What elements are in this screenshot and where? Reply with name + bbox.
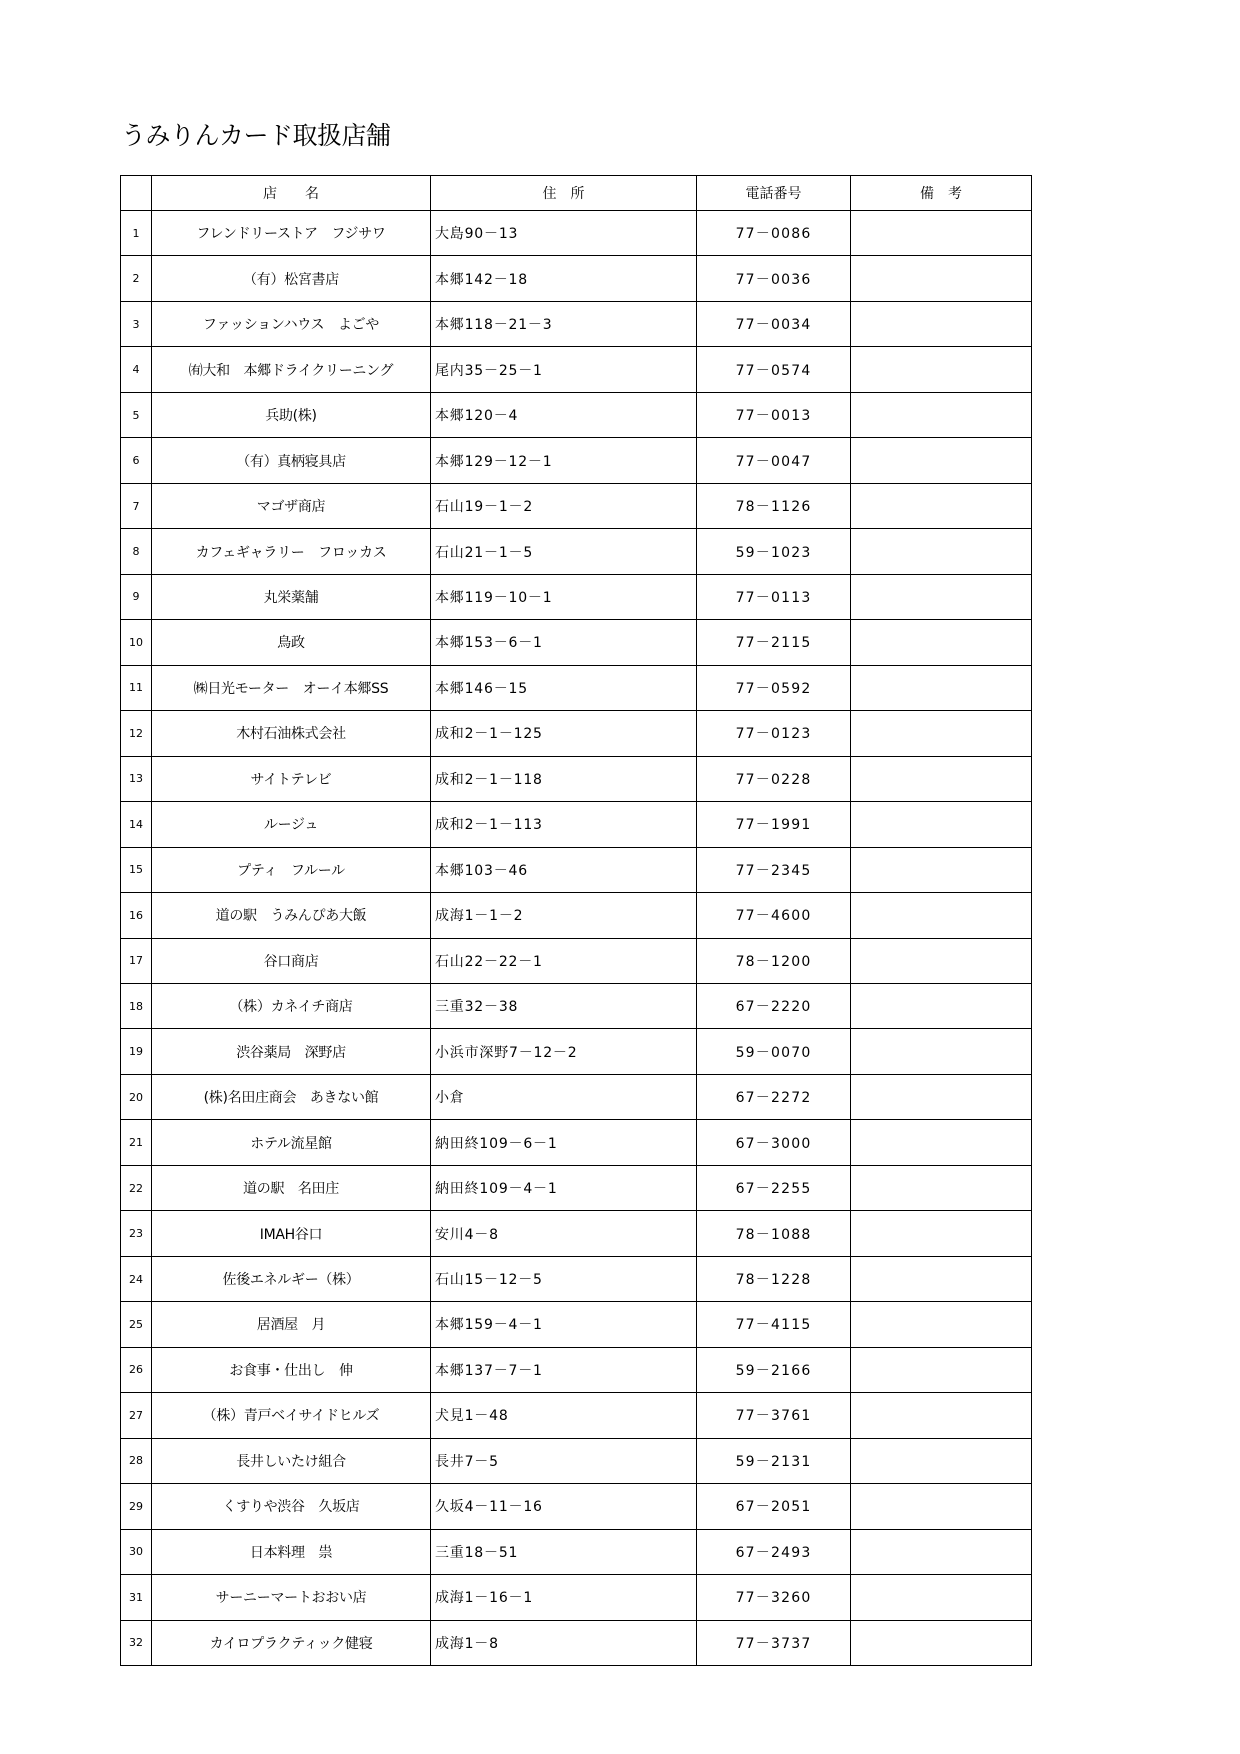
shop-phone: 67－2272 — [697, 1074, 851, 1119]
shop-name: カイロプラクティック健寝 — [152, 1620, 431, 1665]
shop-phone: 77－0047 — [697, 438, 851, 483]
table-row — [121, 1074, 1032, 1119]
shop-note — [851, 483, 1032, 528]
shop-phone: 77－4115 — [697, 1302, 851, 1347]
shop-note — [851, 711, 1032, 756]
shop-note — [851, 1347, 1032, 1392]
row-number: 19 — [121, 1029, 152, 1074]
shop-note — [851, 1120, 1032, 1165]
row-number: 14 — [121, 802, 152, 847]
table-row — [121, 438, 1032, 483]
shop-phone: 77－0034 — [697, 301, 851, 346]
shop-note — [851, 1484, 1032, 1529]
table-row — [121, 1620, 1032, 1665]
shop-address: 久坂4－11－16 — [431, 1484, 697, 1529]
shop-address: 本郷146－15 — [431, 665, 697, 710]
row-number: 30 — [121, 1529, 152, 1574]
table-row — [121, 1120, 1032, 1165]
shop-name: （株）青戸ベイサイドヒルズ — [152, 1393, 431, 1438]
shop-note — [851, 256, 1032, 301]
shop-phone: 78－1126 — [697, 483, 851, 528]
table-row — [121, 1529, 1032, 1574]
shop-phone: 77－3737 — [697, 1620, 851, 1665]
shop-phone: 77－2115 — [697, 620, 851, 665]
row-number: 15 — [121, 847, 152, 892]
shop-note — [851, 847, 1032, 892]
shop-phone: 77－0592 — [697, 665, 851, 710]
shop-name: サーニーマートおおい店 — [152, 1575, 431, 1620]
table-row — [121, 1165, 1032, 1210]
shop-address: 本郷159－4－1 — [431, 1302, 697, 1347]
shop-note — [851, 211, 1032, 256]
row-number: 20 — [121, 1074, 152, 1119]
shop-note — [851, 1256, 1032, 1301]
shop-address: 大島90－13 — [431, 211, 697, 256]
row-number: 9 — [121, 574, 152, 619]
shop-name: ㈲大和 本郷ドライクリーニング — [152, 347, 431, 392]
row-number: 11 — [121, 665, 152, 710]
shop-note — [851, 1165, 1032, 1210]
shop-address: 本郷119－10－1 — [431, 574, 697, 619]
shop-note — [851, 529, 1032, 574]
table-row — [121, 211, 1032, 256]
shop-phone: 77－0086 — [697, 211, 851, 256]
column-header-no — [121, 176, 152, 211]
shop-address: 本郷103－46 — [431, 847, 697, 892]
table-row — [121, 1393, 1032, 1438]
shop-note — [851, 756, 1032, 801]
shop-address: 石山21－1－5 — [431, 529, 697, 574]
table-row — [121, 1211, 1032, 1256]
shop-name: 長井しいたけ組合 — [152, 1438, 431, 1483]
row-number: 21 — [121, 1120, 152, 1165]
shop-address: 小倉 — [431, 1074, 697, 1119]
shop-name: 佐後エネルギー（株） — [152, 1256, 431, 1301]
shop-phone: 59－0070 — [697, 1029, 851, 1074]
shop-name: 渋谷薬局 深野店 — [152, 1029, 431, 1074]
table-body — [121, 211, 1032, 1666]
shop-address: 尾内35－25－1 — [431, 347, 697, 392]
shop-phone: 77－3260 — [697, 1575, 851, 1620]
shop-name: IMAH谷口 — [152, 1211, 431, 1256]
table-row — [121, 1575, 1032, 1620]
shop-name: サイトテレビ — [152, 756, 431, 801]
table-row — [121, 665, 1032, 710]
shop-phone: 77－1991 — [697, 802, 851, 847]
shop-address: 石山22－22－1 — [431, 938, 697, 983]
shop-name: お食事・仕出し 伸 — [152, 1347, 431, 1392]
shop-name: 日本料理 祟 — [152, 1529, 431, 1574]
shop-address: 安川4－8 — [431, 1211, 697, 1256]
table-row — [121, 256, 1032, 301]
shop-name: （有）松宮書店 — [152, 256, 431, 301]
shop-name: ルージュ — [152, 802, 431, 847]
shop-phone: 77－2345 — [697, 847, 851, 892]
shop-address: 犬見1－48 — [431, 1393, 697, 1438]
row-number: 3 — [121, 301, 152, 346]
shop-note — [851, 1529, 1032, 1574]
shop-table — [120, 175, 1032, 1666]
column-header-name: 店 名 — [152, 176, 431, 211]
shop-name: (株)名田庄商会 あきない館 — [152, 1074, 431, 1119]
shop-name: 居酒屋 月 — [152, 1302, 431, 1347]
table-row — [121, 1256, 1032, 1301]
row-number: 16 — [121, 893, 152, 938]
table-row — [121, 938, 1032, 983]
table-row — [121, 1029, 1032, 1074]
shop-address: 三重18－51 — [431, 1529, 697, 1574]
shop-name: 兵助(株) — [152, 392, 431, 437]
row-number: 6 — [121, 438, 152, 483]
shop-note — [851, 665, 1032, 710]
shop-note — [851, 1575, 1032, 1620]
shop-name: 道の駅 名田庄 — [152, 1165, 431, 1210]
shop-note — [851, 893, 1032, 938]
table-row — [121, 1484, 1032, 1529]
row-number: 25 — [121, 1302, 152, 1347]
shop-phone: 78－1088 — [697, 1211, 851, 1256]
table-row — [121, 301, 1032, 346]
shop-name: ㈱日光モーター オーイ本郷SS — [152, 665, 431, 710]
shop-address: 成海1－8 — [431, 1620, 697, 1665]
shop-name: （有）真柄寝具店 — [152, 438, 431, 483]
table-row — [121, 574, 1032, 619]
column-header-address: 住 所 — [431, 176, 697, 211]
table-row — [121, 1438, 1032, 1483]
shop-name: カフェギャラリー フロッカス — [152, 529, 431, 574]
shop-phone: 67－2220 — [697, 983, 851, 1028]
row-number: 4 — [121, 347, 152, 392]
shop-name: プティ フルール — [152, 847, 431, 892]
shop-note — [851, 1074, 1032, 1119]
shop-name: 谷口商店 — [152, 938, 431, 983]
shop-phone: 59－2131 — [697, 1438, 851, 1483]
shop-note — [851, 1438, 1032, 1483]
shop-name: 木村石油株式会社 — [152, 711, 431, 756]
shop-note — [851, 1302, 1032, 1347]
shop-phone: 77－0036 — [697, 256, 851, 301]
row-number: 29 — [121, 1484, 152, 1529]
shop-note — [851, 438, 1032, 483]
shop-address: 三重32－38 — [431, 983, 697, 1028]
shop-address: 納田終109－4－1 — [431, 1165, 697, 1210]
row-number: 28 — [121, 1438, 152, 1483]
row-number: 23 — [121, 1211, 152, 1256]
row-number: 26 — [121, 1347, 152, 1392]
row-number: 12 — [121, 711, 152, 756]
row-number: 1 — [121, 211, 152, 256]
row-number: 31 — [121, 1575, 152, 1620]
table-row — [121, 483, 1032, 528]
shop-phone: 77－3761 — [697, 1393, 851, 1438]
shop-phone: 77－0574 — [697, 347, 851, 392]
shop-address: 本郷153－6－1 — [431, 620, 697, 665]
shop-address: 成和2－1－118 — [431, 756, 697, 801]
shop-address: 本郷118－21－3 — [431, 301, 697, 346]
table-header-row — [121, 176, 1032, 211]
shop-name: ホテル流星館 — [152, 1120, 431, 1165]
table-row — [121, 802, 1032, 847]
table-row — [121, 1347, 1032, 1392]
table-row — [121, 847, 1032, 892]
shop-phone: 77－4600 — [697, 893, 851, 938]
shop-address: 長井7－5 — [431, 1438, 697, 1483]
shop-note — [851, 1029, 1032, 1074]
shop-phone: 67－2051 — [697, 1484, 851, 1529]
row-number: 10 — [121, 620, 152, 665]
shop-name: 鳥政 — [152, 620, 431, 665]
shop-phone: 78－1200 — [697, 938, 851, 983]
shop-name: くすりや渋谷 久坂店 — [152, 1484, 431, 1529]
shop-name: 道の駅 うみんぴあ大飯 — [152, 893, 431, 938]
shop-name: 丸栄薬舗 — [152, 574, 431, 619]
table-row — [121, 347, 1032, 392]
shop-phone: 77－0123 — [697, 711, 851, 756]
shop-name: フレンドリーストア フジサワ — [152, 211, 431, 256]
table-row — [121, 529, 1032, 574]
row-number: 7 — [121, 483, 152, 528]
shop-name: ファッションハウス よごや — [152, 301, 431, 346]
shop-phone: 67－2493 — [697, 1529, 851, 1574]
shop-phone: 67－2255 — [697, 1165, 851, 1210]
shop-note — [851, 620, 1032, 665]
table-row — [121, 711, 1032, 756]
shop-phone: 77－0228 — [697, 756, 851, 801]
row-number: 22 — [121, 1165, 152, 1210]
row-number: 18 — [121, 983, 152, 1028]
table-row — [121, 392, 1032, 437]
shop-address: 成海1－16－1 — [431, 1575, 697, 1620]
shop-address: 本郷129－12－1 — [431, 438, 697, 483]
shop-address: 石山19－1－2 — [431, 483, 697, 528]
shop-phone: 59－1023 — [697, 529, 851, 574]
shop-address: 納田終109－6－1 — [431, 1120, 697, 1165]
shop-address: 本郷142－18 — [431, 256, 697, 301]
table-row — [121, 620, 1032, 665]
shop-address: 本郷137－7－1 — [431, 1347, 697, 1392]
row-number: 5 — [121, 392, 152, 437]
table-row — [121, 756, 1032, 801]
shop-note — [851, 1393, 1032, 1438]
shop-address: 石山15－12－5 — [431, 1256, 697, 1301]
row-number: 27 — [121, 1393, 152, 1438]
shop-note — [851, 983, 1032, 1028]
row-number: 17 — [121, 938, 152, 983]
row-number: 13 — [121, 756, 152, 801]
row-number: 2 — [121, 256, 152, 301]
shop-note — [851, 301, 1032, 346]
table-row — [121, 893, 1032, 938]
shop-phone: 59－2166 — [697, 1347, 851, 1392]
row-number: 32 — [121, 1620, 152, 1665]
row-number: 8 — [121, 529, 152, 574]
shop-phone: 67－3000 — [697, 1120, 851, 1165]
shop-name: （株）カネイチ商店 — [152, 983, 431, 1028]
page-title: うみりんカード取扱店舗 — [121, 121, 391, 150]
table-row — [121, 983, 1032, 1028]
shop-phone: 77－0113 — [697, 574, 851, 619]
shop-note — [851, 938, 1032, 983]
shop-phone: 77－0013 — [697, 392, 851, 437]
column-header-phone: 電話番号 — [697, 176, 851, 211]
shop-phone: 78－1228 — [697, 1256, 851, 1301]
column-header-note: 備 考 — [851, 176, 1032, 211]
shop-address: 小浜市深野7－12－2 — [431, 1029, 697, 1074]
shop-name: マゴザ商店 — [152, 483, 431, 528]
shop-address: 成和2－1－125 — [431, 711, 697, 756]
shop-address: 成海1－1－2 — [431, 893, 697, 938]
shop-note — [851, 574, 1032, 619]
shop-note — [851, 392, 1032, 437]
shop-note — [851, 347, 1032, 392]
shop-note — [851, 1211, 1032, 1256]
shop-address: 本郷120－4 — [431, 392, 697, 437]
table-row — [121, 1302, 1032, 1347]
shop-note — [851, 802, 1032, 847]
shop-note — [851, 1620, 1032, 1665]
row-number: 24 — [121, 1256, 152, 1301]
shop-address: 成和2－1－113 — [431, 802, 697, 847]
